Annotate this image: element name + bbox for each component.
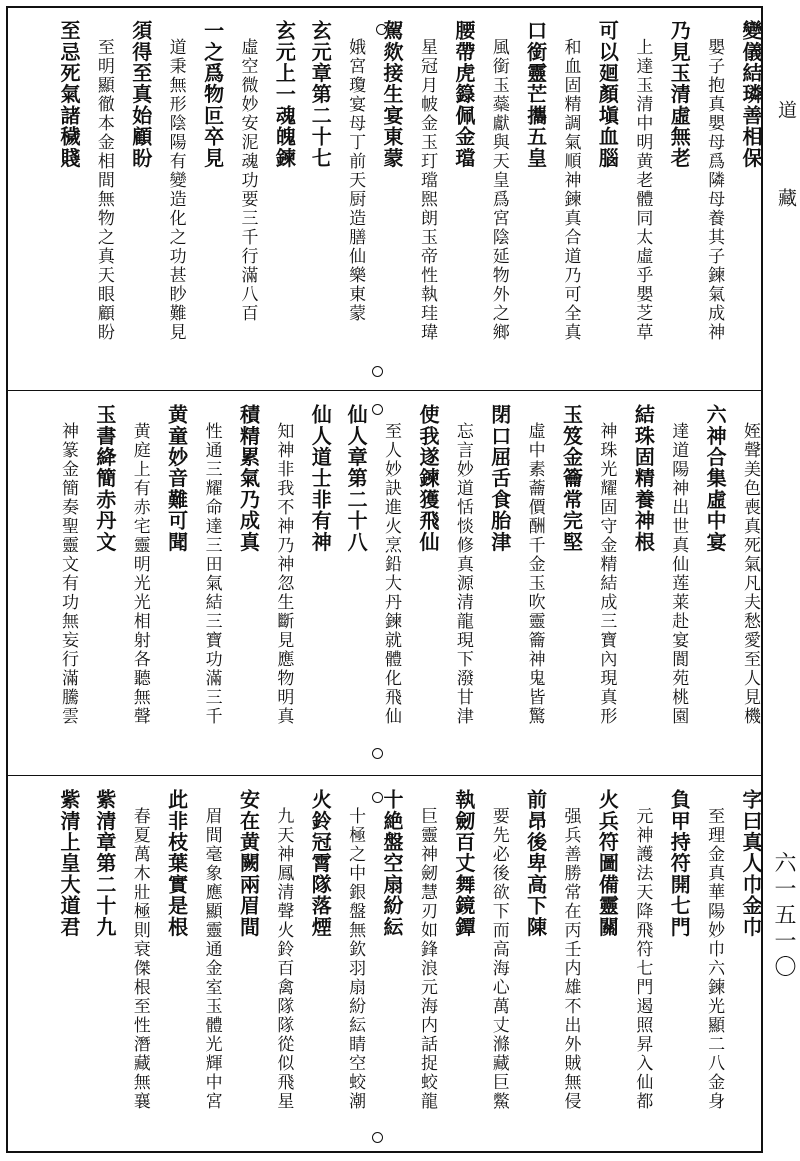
circle-mark [376, 24, 387, 35]
page-frame [6, 6, 763, 1153]
text-column: 變儀結璘善相保 [739, 20, 763, 169]
text-column: 性通三耀命達三田氣結三寶功滿三千 [201, 422, 222, 726]
circle-mark [372, 792, 383, 803]
text-column: 乃見玉清虛無老 [667, 20, 692, 169]
text-column: 此非枝葉實是根 [164, 789, 189, 938]
text-column: 負甲持符開七門 [667, 789, 692, 938]
text-column: 星冠月帔金玉玎璫煕朗玉帝性執珪瑋 [416, 38, 437, 342]
text-column: 巨靈神劒慧刃如鋒浪元海内話捉蛟龍 [416, 807, 437, 1111]
text-column: 須得至真始顧盼 [128, 20, 153, 169]
text-column: 玄元上一魂魄鍊 [272, 20, 297, 169]
circle-mark [372, 748, 383, 759]
circle-mark [372, 404, 383, 415]
text-column: 玉書絳簡赤丹文 [92, 404, 117, 553]
text-column: 仙人道士非有神 [308, 404, 333, 553]
text-column: 知神非我不神乃神忽生斷見應物明真 [273, 422, 294, 726]
text-column: 虛空微妙安泥魂功要三千行滿八百 [237, 38, 258, 323]
text-column: 火鈴冠霄隊落煙 [308, 789, 333, 938]
text-column: 結珠固精養神根 [631, 404, 656, 553]
text-column: 道秉無形陰陽有變造化之功甚眇難見 [165, 38, 186, 342]
text-column: 春夏萬木壯極則衰傑根至性潛藏無襄 [129, 807, 150, 1111]
text-column: 前昂後卑高下陳 [523, 789, 548, 938]
text-column: 上達玉清中明黄老體同太虛乎嬰芝草 [632, 38, 653, 342]
circle-mark [372, 366, 383, 377]
text-column: 神篆金簡奏聖靈文有功無妄行滿騰雲 [58, 422, 78, 726]
text-column: 紫清章第二十九 [92, 789, 117, 938]
circle-mark [372, 1132, 383, 1143]
text-column: 黄童妙音難可聞 [164, 404, 189, 553]
text-column: 仙人章第二十八 [344, 404, 369, 553]
text-column: 元神護法天降飛符七門遏照昇入仙都 [632, 807, 653, 1111]
text-column: 姪聲美色喪真死氣凡夫愁愛至人見機 [740, 422, 760, 726]
text-column: 要先必後欲下而高海心萬丈滌藏巨鱉 [488, 807, 509, 1111]
text-column: 口銜靈芒攜五皇 [523, 20, 548, 169]
text-panel-middle [8, 392, 761, 775]
text-column: 駕欻接生宴東蒙 [380, 20, 405, 169]
text-column: 火兵符圖備靈關 [595, 789, 620, 938]
text-column: 安在黄闕兩眉間 [236, 789, 261, 938]
text-column: 玉笈金籥常完堅 [559, 404, 584, 553]
text-column: 黄庭上有赤宅靈明光光相射各聽無聲 [129, 422, 150, 726]
text-column: 眉間毫象應顯靈通金室玉體光輝中宮 [201, 807, 222, 1111]
text-panel-top [8, 8, 761, 390]
text-column: 十絶盤空扇紛紜 [380, 789, 405, 938]
text-column: 至忌死氣諸穢賤 [57, 20, 81, 169]
text-column: 和血固精調氣順神鍊真合道乃可全真 [560, 38, 581, 342]
text-column: 嬰子抱真嬰母爲隣母養其子鍊氣成神 [704, 38, 725, 342]
text-column: 一之爲物叵卒見 [200, 20, 225, 169]
text-column: 六神合集虛中宴 [703, 404, 728, 553]
text-column: 至明顯徹本金相間無物之真天眼顧盼 [93, 38, 114, 342]
text-column: 娥宮瓊宴母丁前天厨造膳仙樂東蒙 [345, 38, 366, 323]
text-column: 字曰真人巾金巾 [739, 789, 763, 938]
margin-label-top: 道 [775, 100, 797, 119]
text-panel-bottom [8, 777, 761, 1153]
text-column: 執劒百丈舞鏡鐔 [451, 789, 476, 938]
text-column: 風銜玉蘂獻與天皇爲宮陰延物外之鄉 [488, 38, 509, 342]
text-column: 忘言妙道恬惔修真源清龍現下潑甘津 [452, 422, 473, 726]
text-column: 强兵善勝常在丙壬内雄不出外賊無侵 [560, 807, 581, 1111]
panel-divider [8, 775, 761, 776]
text-column: 達道陽神出世真仙莲莱赴宴閬苑桃園 [668, 422, 689, 726]
text-column: 十極之中銀盤無欽羽扇紛紜睛空蛟潮 [345, 807, 366, 1111]
text-column: 至人妙訣進火烹鉛大丹鍊就體化飛仙 [381, 422, 402, 726]
page-number: 六一五一〇 [771, 851, 796, 981]
text-column: 可以廻顏塡血腦 [595, 20, 620, 169]
text-column: 紫清上皇大道君 [57, 789, 81, 938]
text-column: 使我遂鍊獲飛仙 [415, 404, 440, 553]
margin-label-bottom: 藏 [775, 188, 797, 207]
text-column: 至理金真華陽妙巾六鍊光顯二八金身 [704, 807, 725, 1111]
text-column: 積精累氣乃成真 [236, 404, 261, 553]
text-column: 玄元章第二十七 [308, 20, 333, 169]
text-column: 腰帶虎籙佩金璫 [451, 20, 476, 169]
text-column: 虛中素蘥價酬千金玉吹靈籥神鬼皆驚 [524, 422, 545, 726]
text-column: 神珠光耀固守金精結成三寶內現真形 [596, 422, 617, 726]
text-column: 九天神鳳清聲火鈴百禽隊隊從似飛星 [273, 807, 294, 1111]
text-column: 閉口屈舌食胎津 [487, 404, 512, 553]
panel-divider [8, 390, 761, 391]
